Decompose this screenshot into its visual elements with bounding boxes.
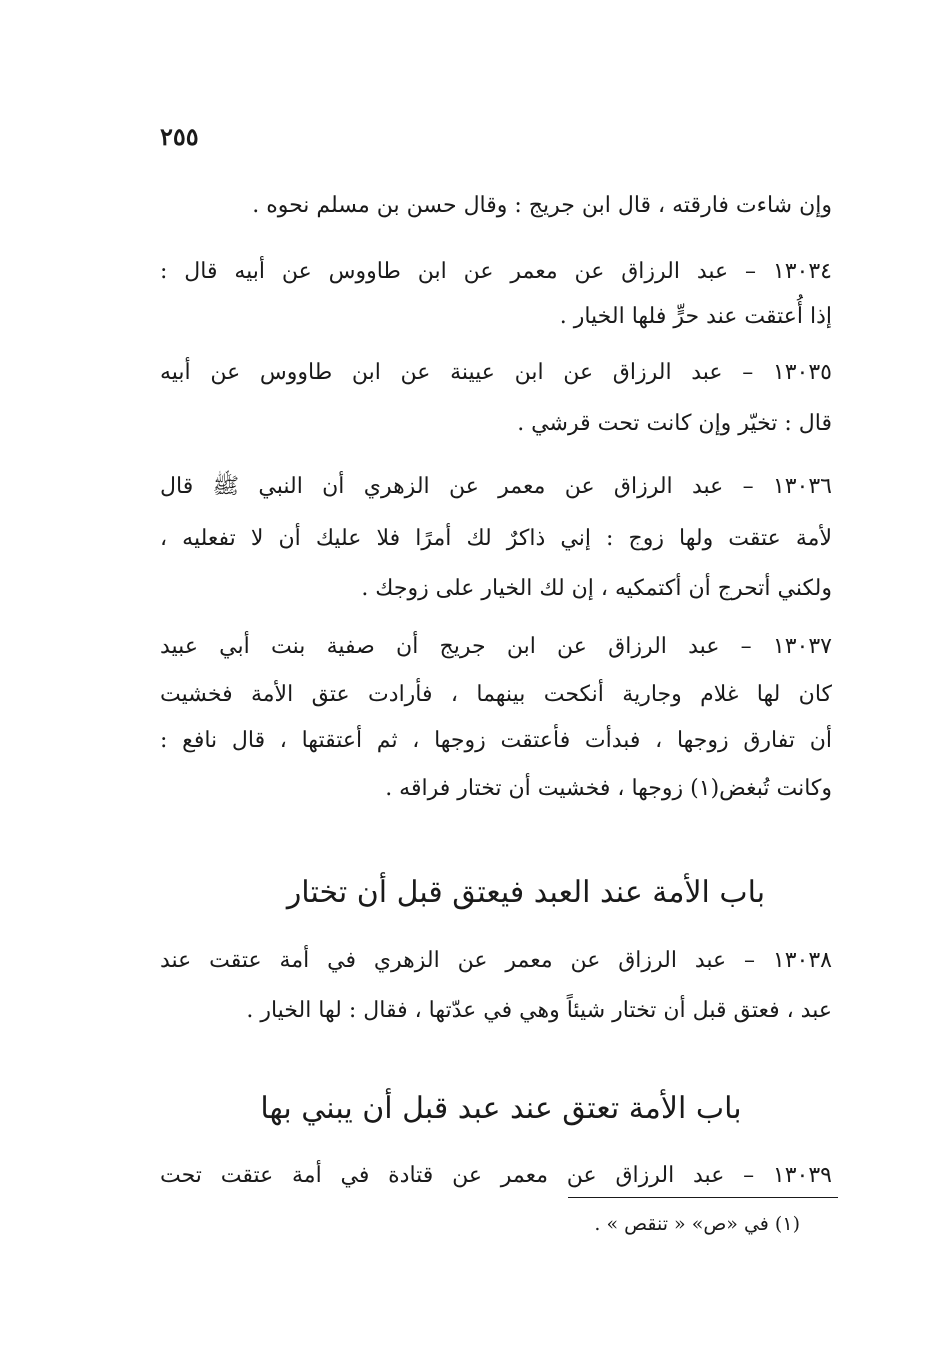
- footnote-rule: [568, 1197, 838, 1198]
- hadith-13037-line-3: أن تفارق زوجها ، فبدأت فأعتقت زوجها ، ثم أعتقتها ، قال نافع :: [160, 728, 832, 753]
- hadith-13037-line-2: كان لها غلام وجارية أنكحت بينهما ، فأرادت عتق الأمة فخشيت: [160, 682, 832, 707]
- hadith-13034-line-1: ١٣٠٣٤ – عبد الرزاق عن معمر عن ابن طاووس عن أبيه قال :: [160, 259, 832, 284]
- hadith-13035-line-2: قال : تخيّر وإن كانت تحت قرشي .: [517, 411, 832, 436]
- hadith-13036-line-1: ١٣٠٣٦ – عبد الرزاق عن معمر عن الزهري أن النبي ﷺ قال: [160, 474, 832, 499]
- page-number: ٢٥٥: [160, 122, 199, 151]
- footnote: (١) في «ص» « تنقص » .: [594, 1213, 800, 1235]
- hadith-13035-line-1: ١٣٠٣٥ – عبد الرزاق عن ابن عيينة عن ابن طاووس عن أبيه: [160, 360, 832, 385]
- hadith-13038-line-2: عبد ، فعتق قبل أن تختار شيئاً وهي في عدّتها ، فقال : لها الخيار .: [246, 998, 832, 1023]
- hadith-13038-line-1: ١٣٠٣٨ – عبد الرزاق عن معمر عن الزهري في أمة عتقت عند: [160, 948, 832, 973]
- hadith-13037-line-4: وكانت تُبغض(١) زوجها ، فخشيت أن تختار فراقه .: [385, 776, 832, 801]
- text-line-1: وإن شاءت فارقته ، قال ابن جريج : وقال حسن بن مسلم نحوه .: [252, 193, 832, 218]
- hadith-13037-line-1: ١٣٠٣٧ – عبد الرزاق عن ابن جريج أن صفية بنت أبي عبيد: [160, 634, 832, 659]
- section-heading-1: باب الأمة عند العبد فيعتق قبل أن تختار: [286, 875, 766, 910]
- section-heading-2: باب الأمة تعتق عند عبد قبل أن يبني بها: [260, 1091, 742, 1126]
- hadith-13036-line-3: ولكني أتحرج أن أكتمكيه ، إن لك الخيار على زوجك .: [361, 576, 832, 601]
- hadith-13039-line-1: ١٣٠٣٩ – عبد الرزاق عن معمر عن قتادة في أمة عتقت تحت: [160, 1163, 832, 1188]
- hadith-13034-line-2: إذا أُعتقت عند حرٍّ فلها الخيار .: [559, 304, 832, 329]
- hadith-13036-line-2: لأمة عتقت ولها زوج : إني ذاكرٌ لك أمرًا فلا عليك أن لا تفعليه ،: [160, 526, 832, 551]
